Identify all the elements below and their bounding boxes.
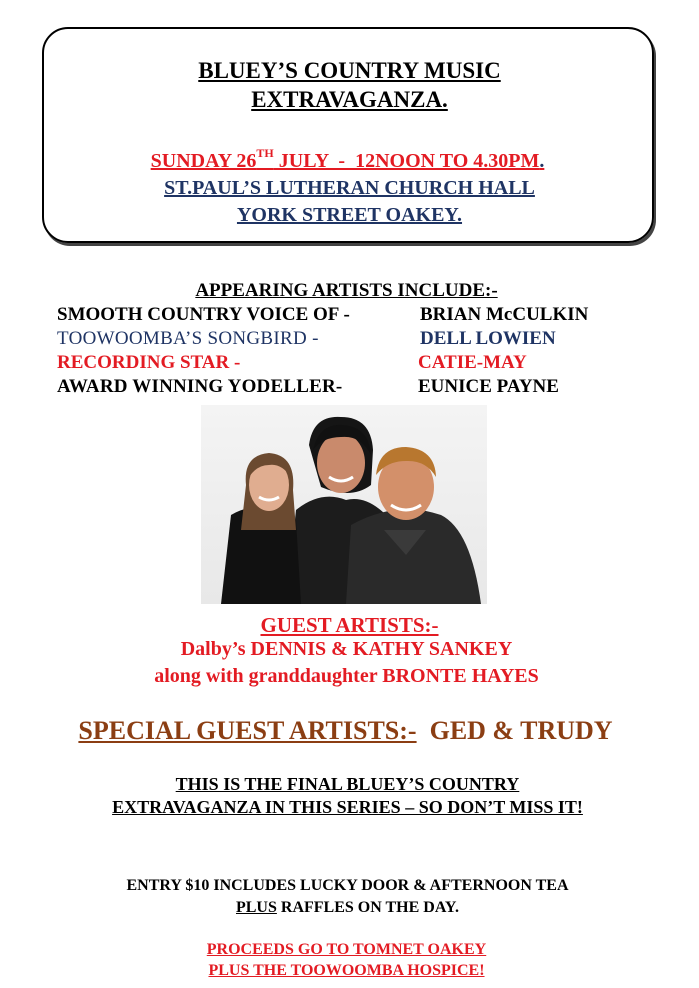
- artist-role-4: AWARD WINNING YODELLER-: [57, 376, 343, 397]
- special-guests-names: GED & TRUDY: [416, 716, 613, 745]
- artists-photo: [201, 405, 487, 604]
- special-guests-label: SPECIAL GUEST ARTISTS:-: [78, 716, 417, 745]
- artist-role-1: SMOOTH COUNTRY VOICE OF -: [57, 304, 350, 325]
- final-line-2: EXTRAVAGANZA IN THIS SERIES – SO DON’T MISS IT!: [112, 797, 583, 817]
- proceeds-line-2: PLUS THE TOOWOOMBA HOSPICE!: [208, 962, 485, 979]
- artist-name-2: DELL LOWIEN: [420, 328, 556, 349]
- entry-line-2: [0, 899, 697, 917]
- guest-line-2: along with granddaughter BRONTE HAYES: [154, 665, 539, 687]
- venue-line-1: ST.PAUL’S LUTHERAN CHURCH HALL: [164, 177, 535, 199]
- venue-line-2: YORK STREET OAKEY.: [236, 204, 463, 226]
- date-period: .: [539, 150, 545, 172]
- artist-role-2: TOOWOOMBA’S SONGBIRD -: [57, 328, 319, 349]
- guest-heading: GUEST ARTISTS:-: [260, 613, 439, 637]
- date-main: SUNDAY 26: [150, 150, 257, 172]
- entry-raffles: RAFFLES ON THE DAY.: [276, 899, 460, 916]
- special-guests: [0, 716, 695, 746]
- final-line-1: THIS IS THE FINAL BLUEY’S COUNTRY: [175, 774, 520, 794]
- event-date: [0, 146, 697, 173]
- proceeds-line-1: PROCEEDS GO TO TOMNET OAKEY: [206, 941, 487, 958]
- artists-heading: APPEARING ARTISTS INCLUDE:-: [195, 280, 498, 301]
- entry-line-1: ENTRY $10 INCLUDES LUCKY DOOR & AFTERNOON TEA: [126, 877, 569, 894]
- title-line-2: EXTRAVAGANZA.: [251, 87, 448, 112]
- artist-role-3: RECORDING STAR -: [57, 352, 241, 373]
- artist-name-3: CATIE-MAY: [418, 352, 527, 373]
- date-time: JULY - 12NOON TO 4.30PM: [273, 150, 540, 172]
- entry-plus: PLUS: [235, 899, 277, 916]
- title-line-1: BLUEY’S COUNTRY MUSIC: [198, 58, 501, 83]
- guest-line-1: Dalby’s DENNIS & KATHY SANKEY: [180, 638, 513, 660]
- date-suffix: TH: [256, 146, 274, 160]
- artists-photo-illustration: [201, 405, 487, 604]
- artist-name-4: EUNICE PAYNE: [418, 376, 559, 397]
- artist-name-1: BRIAN McCULKIN: [420, 304, 589, 325]
